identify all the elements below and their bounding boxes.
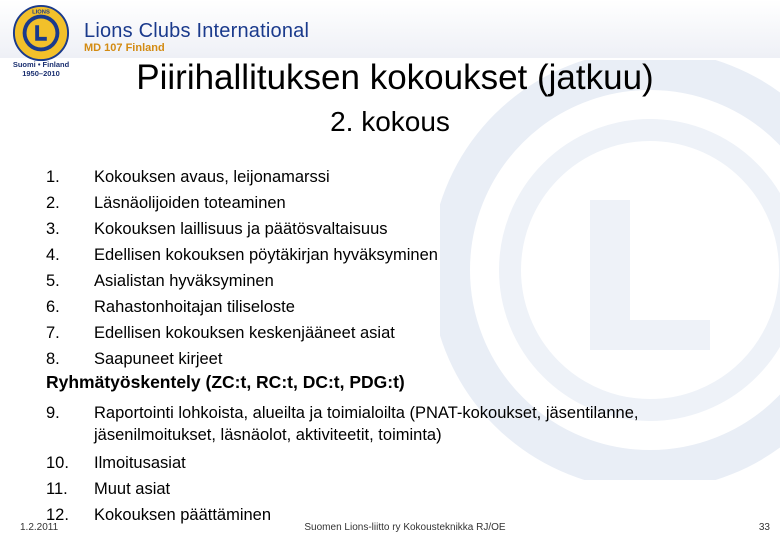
list-item xyxy=(46,320,746,346)
list-item xyxy=(46,190,746,216)
section-heading: Ryhmätyöskentely (ZC:t, RC:t, DC:t, PDG:t) xyxy=(46,372,405,392)
item-number: 11. xyxy=(46,480,68,498)
item-text: Saapuneet kirjeet xyxy=(94,350,223,368)
footer-center-text: Suomen Lions-liitto ry Kokousteknikka RJ/OE xyxy=(304,522,506,533)
item-number: 9. xyxy=(46,404,60,422)
logo-caption-line1: Suomi • Finland xyxy=(12,60,70,69)
item-text: Raportointi lohkoista, alueilta ja toimialoilta (PNAT-kokoukset, jäsentilanne, jäsenilmoitukset, läsnäolot, aktiviteetit, toiminta) xyxy=(94,404,639,444)
item-text: Kokouksen avaus, leijonamarssi xyxy=(94,168,330,186)
list-item xyxy=(46,400,746,450)
item-text: Edellisen kokouksen keskenjääneet asiat xyxy=(94,324,395,342)
agenda-list xyxy=(46,164,746,372)
item-text: Muut asiat xyxy=(94,480,171,498)
list-item xyxy=(46,164,746,190)
item-text: Kokouksen laillisuus ja päätösvaltaisuus xyxy=(94,220,388,238)
item-text: Rahastonhoitajan tiliseloste xyxy=(94,298,295,316)
item-number: 4. xyxy=(46,246,60,264)
list-item xyxy=(46,216,746,242)
item-number: 12. xyxy=(46,506,69,524)
list-item xyxy=(46,476,746,502)
footer-date: 1.2.2011 xyxy=(20,522,59,533)
slide-subtitle: 2. kokous xyxy=(330,106,450,137)
slide-title: Piirihallituksen kokoukset (jatkuu) xyxy=(136,58,654,97)
item-number: 6. xyxy=(46,298,60,316)
list-item xyxy=(46,346,746,372)
list-item xyxy=(46,294,746,320)
item-text: Kokouksen päättäminen xyxy=(94,506,272,524)
item-text: Läsnäolijoiden toteaminen xyxy=(94,194,286,212)
item-number: 2. xyxy=(46,194,60,212)
district-label: MD 107 Finland xyxy=(84,42,165,54)
item-number: 7. xyxy=(46,324,60,342)
lions-logo-icon xyxy=(12,4,70,62)
svg-text:LIONS: LIONS xyxy=(32,9,50,16)
org-name: Lions Clubs International xyxy=(84,20,310,42)
agenda-list-continued xyxy=(46,400,746,528)
item-text: Edellisen kokouksen pöytäkirjan hyväksyminen xyxy=(94,246,438,264)
list-item xyxy=(46,242,746,268)
list-item xyxy=(46,450,746,476)
page-number: 33 xyxy=(758,522,770,533)
item-number: 3. xyxy=(46,220,60,238)
item-number: 5. xyxy=(46,272,60,290)
item-text: Ilmoitusasiat xyxy=(94,454,186,472)
logo-caption-line2: 1950–2010 xyxy=(22,69,60,78)
item-text: Asialistan hyväksyminen xyxy=(94,272,274,290)
item-number: 8. xyxy=(46,350,60,368)
item-number: 10. xyxy=(46,454,69,472)
list-item xyxy=(46,268,746,294)
item-number: 1. xyxy=(46,168,60,186)
